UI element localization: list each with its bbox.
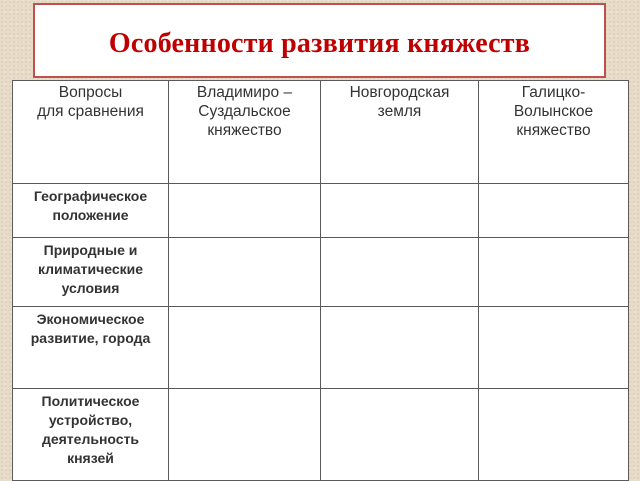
table-row <box>13 389 629 481</box>
page-title: Особенности развития княжеств <box>108 27 531 59</box>
table-cell <box>169 307 321 389</box>
table-cell <box>321 389 479 481</box>
table-cell <box>479 307 629 389</box>
table-cell <box>321 238 479 307</box>
table-cell <box>321 184 479 238</box>
header-galich-volyn: Галицко- Волынское княжество <box>479 81 629 184</box>
table-header-row <box>13 81 629 184</box>
table-row <box>13 307 629 389</box>
header-vladimir-suzdal: Владимиро – Суздальское княжество <box>169 81 321 184</box>
row-label-geography: Географическое положение <box>13 184 169 238</box>
table-cell <box>169 389 321 481</box>
title-box <box>33 3 606 78</box>
header-questions: Вопросы для сравнения <box>13 81 169 184</box>
table-cell <box>479 238 629 307</box>
comparison-table <box>12 80 629 481</box>
table-row <box>13 184 629 238</box>
table-cell <box>169 184 321 238</box>
row-label-economy: Экономическое развитие, города <box>13 307 169 389</box>
table-cell <box>321 307 479 389</box>
table-cell <box>479 389 629 481</box>
row-label-politics: Политическое устройство, деятельность князей <box>13 389 169 481</box>
table-cell <box>169 238 321 307</box>
header-novgorod: Новгородская земля <box>321 81 479 184</box>
row-label-climate: Природные и климатические условия <box>13 238 169 307</box>
table-cell <box>479 184 629 238</box>
table-row <box>13 238 629 307</box>
